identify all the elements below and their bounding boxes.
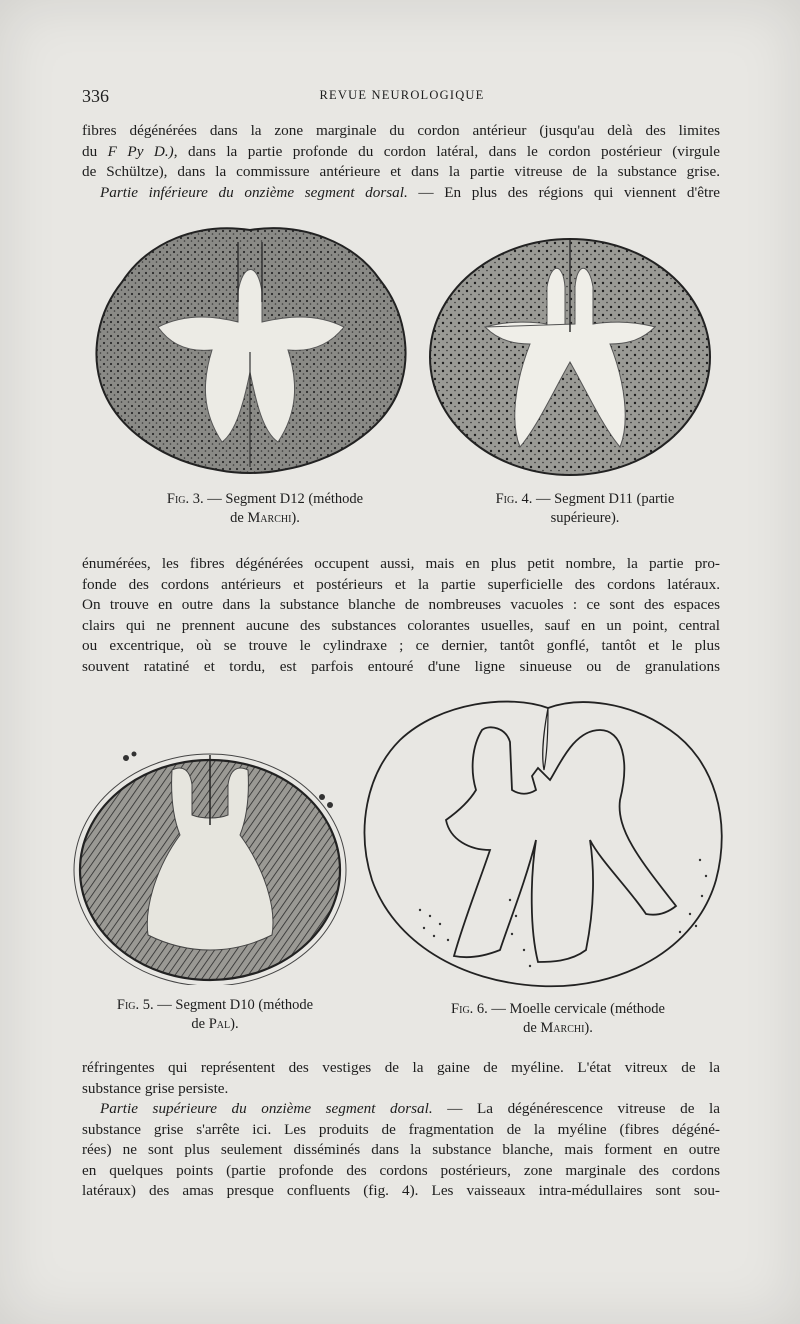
text-line: Partie supérieure du onzième segment dorsal. — La dégénérescence vitreuse de la (100, 1100, 720, 1117)
text-line: réfringentes qui représentent des vestiges de la gaine de myéline. L'état vitreux de la (82, 1059, 720, 1076)
paragraph-bottom (82, 1058, 720, 1202)
text-line: rées) ne sont plus seulement disséminés dans la substance blanche, mais forment en outre (82, 1141, 720, 1158)
text-line: en quelques points (partie profonde des cordons postérieurs, zone marginale des cordons (82, 1161, 720, 1179)
text-line: substance grise s'arrête ici. Les produits de fragmentation de la myéline (fibres dégéné- (82, 1120, 720, 1138)
text-line: fonde des cordons antérieurs et postérieurs et la partie superficielle des cordons latéraux. (82, 575, 720, 593)
text-line: du F Py D.), dans la partie profonde du cordon latéral, dans le cordon postérieur (virgule (82, 142, 721, 160)
figure-5-caption: Fig. 5. — Segment D10 (méthode de Pal). (116, 997, 314, 1032)
text-line: énumérées, les fibres dégénérées occupent aussi, mais en plus petit nombre, la partie pro- (82, 555, 720, 572)
paragraph-top (82, 121, 720, 203)
running-head: REVUE NEUROLOGIQUE (319, 88, 485, 102)
page-header (82, 86, 722, 106)
figure-3-spinal-cord-section (88, 222, 412, 478)
paragraph-middle (82, 554, 720, 677)
text-line: souvent ratatiné et tordu, est parfois entouré d'une ligne sinueuse ou de granulations (82, 657, 720, 675)
figure-5-spinal-cord-section (72, 745, 352, 985)
text-line: ou excentrique, où se trouve le cylindraxe ; ce dernier, tantôt gonflé, tantôt et le plus (82, 637, 720, 654)
text-line: substance grise persiste. (82, 1079, 229, 1097)
text-line: On trouve en outre dans la substance blanche de nombreuses vacuoles : ce sont des espaces (82, 596, 720, 613)
figure-6-spinal-cord-outline (360, 700, 730, 996)
page-number: 336 (82, 86, 109, 106)
figure-3-caption: Fig. 3. — Segment D12 (méthode de Marchi). (166, 491, 364, 526)
figure-6-caption: Fig. 6. — Moelle cervicale (méthode de Marchi). (451, 1001, 665, 1036)
text-line: Partie inférieure du onzième segment dorsal. — En plus des régions qui viennent d'être (100, 183, 720, 201)
figure-4-caption: Fig. 4. — Segment D11 (partie supérieure). (495, 491, 675, 526)
figure-4-spinal-cord-section (425, 232, 715, 482)
text-line: latéraux) des amas presque confluents (fig. 4). Les vaisseaux intra-médullaires sont sou- (82, 1182, 720, 1199)
text-line: de Schültze), dans la commissure antérieure et dans la partie vitreuse de la substance grise. (82, 163, 720, 180)
text-line: clairs qui ne prennent aucune des substances colorantes usuelles, sauf en un point, central (82, 616, 720, 634)
text-line: fibres dégénérées dans la zone marginale du cordon antérieur (jusqu'au delà des limites (82, 122, 720, 139)
